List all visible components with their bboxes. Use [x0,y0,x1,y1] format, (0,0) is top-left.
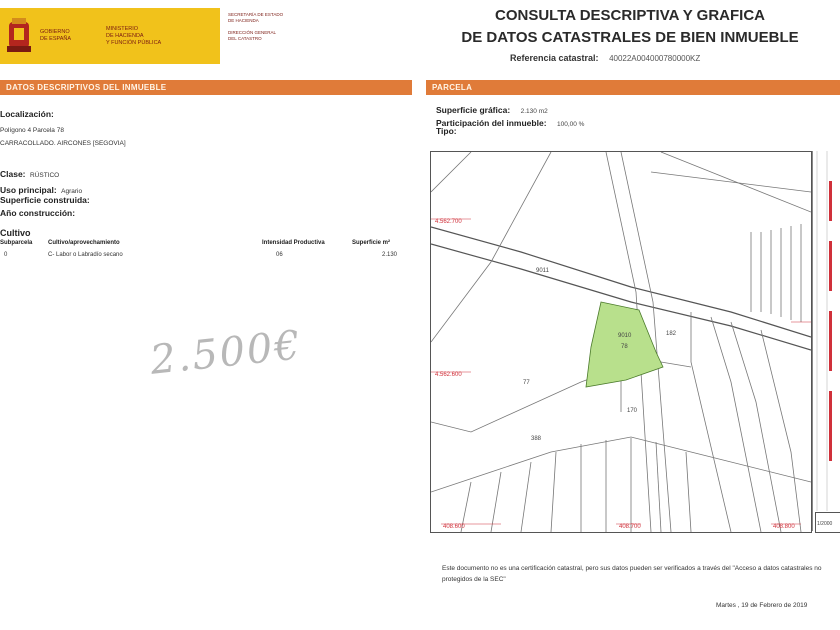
legend-drawing [813,151,840,511]
descriptive-data-section-bar: DATOS DESCRIPTIVOS DEL INMUEBLE [0,80,412,95]
built-area-label: Superficie construida: [0,195,90,205]
location-line-1: Polígono 4 Parcela 78 [0,127,64,134]
table-header-subparcel: Subparcela [0,240,33,246]
map-legend-strip [812,151,840,531]
disclaimer-text: Este documento no es una certificación catastral, pero sus datos pueden ser verificados a través del "Acceso a datos catastrales no protegidos de la SEC" [442,565,822,583]
participation-row [436,113,584,131]
ministry-name: MINISTERIO DE HACIENDA Y FUNCIÓN PÚBLICA [106,25,162,46]
participation-value: 100,00 % [556,121,585,128]
cadastral-map-drawing [431,152,811,532]
map-coord-bottom-right: 408.800 [773,524,795,530]
participation-label: Participación del inmueble: [436,118,547,128]
cadastral-reference [510,53,700,63]
location-label: Localización: [0,109,54,119]
government-logo [0,8,220,64]
table-cell-area: 2.130 [382,252,398,258]
type-label: Tipo: [436,126,457,136]
map-coord-bottom-mid: 408.700 [619,524,641,530]
reference-label: Referencia catastral: [510,53,599,63]
table-cell-crop: C- Labor o Labradío secano [48,252,123,258]
title-line-1: CONSULTA DESCRIPTIVA Y GRAFICA [494,7,765,24]
table-cell-intensity: 06 [276,252,283,258]
map-parcel-182: 182 [666,331,677,337]
class-label: Clase: [0,169,26,179]
construction-year-label: Año construcción: [0,208,76,218]
secretaria-text: SECRETARÍA DE ESTADO DE HACIENDA DIRECCIÓN GENERAL DEL CATASTRO [228,12,284,41]
map-parcel-77: 77 [523,380,530,386]
parcel-section-bar: PARCELA [426,80,840,95]
location-line-2: CARRACOLLADO. AIRCONES [SEGOVIA] [0,140,126,147]
map-parcel-388: 388 [531,436,542,442]
main-use-value: Agrario [61,188,83,195]
cultivation-label: Cultivo [0,228,31,238]
map-parcel-sub: 78 [621,344,628,350]
cadastral-map [430,151,812,533]
title-line-2: DE DATOS CATASTRALES DE BIEN INMUEBLE [461,29,799,46]
map-coord-top: 4.562.700 [435,219,462,225]
map-coord-bottom-left: 408.600 [443,524,465,530]
table-header-intensity: Intensidad Productiva [262,240,325,246]
main-use-label: Uso principal: [0,185,57,195]
government-name: GOBIERNO DE ESPAÑA [40,29,72,42]
scale-text: 1/2000 [817,521,833,527]
document-title [430,5,830,49]
map-coord-mid: 4.562.600 [435,372,462,378]
map-road-label: 9011 [536,268,549,274]
table-header-area: Superficie m² [352,240,391,246]
map-parcel-number: 9010 [618,333,632,339]
coat-of-arms-icon [6,16,32,56]
handwritten-price: 2.500€ [148,322,304,384]
date-line: Martes , 19 de Febrero de 2019 [716,602,808,609]
reference-value: 40022A004000780000KZ [609,54,701,63]
graphic-area-value: 2.130 m2 [520,108,548,115]
table-cell-subparcel: 0 [4,252,8,258]
graphic-area-label: Superficie gráfica: [436,105,511,115]
map-parcel-170: 170 [627,408,638,414]
table-header-crop: Cultivo/aprovechamiento [48,240,120,246]
class-value: RÚSTICO [29,172,60,179]
